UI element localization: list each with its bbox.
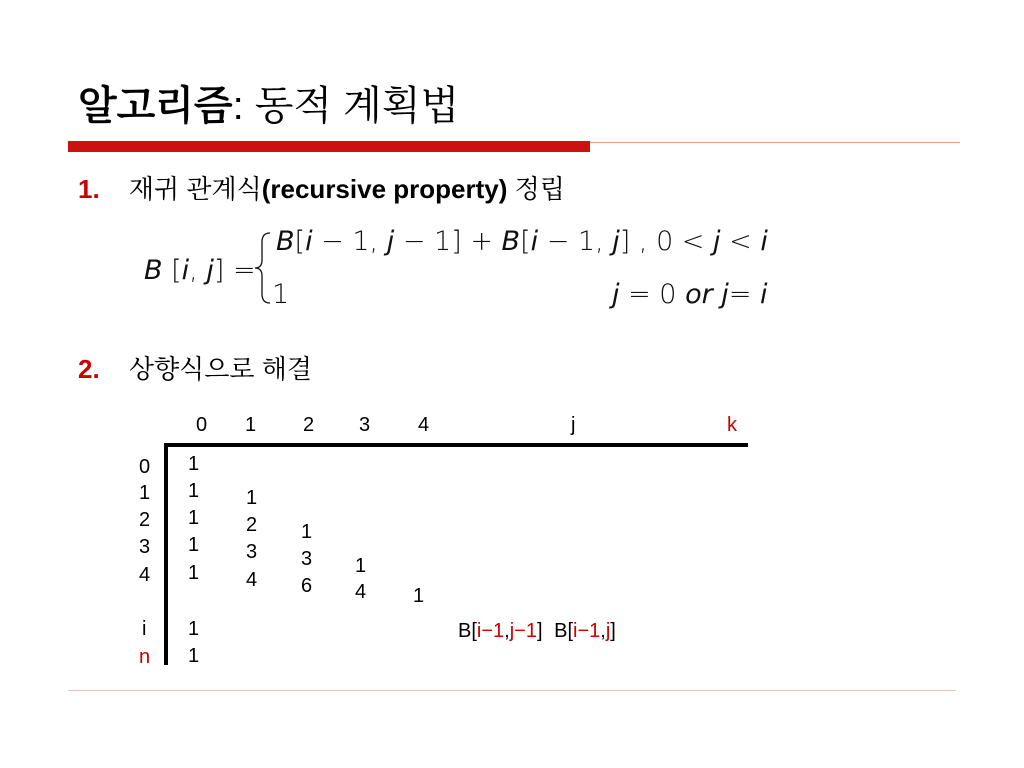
cell-3-0: 1 bbox=[188, 534, 200, 556]
page-title bbox=[78, 82, 459, 130]
title-sub: : 동적 계획법 bbox=[232, 84, 460, 128]
title-underline-thin bbox=[590, 142, 960, 143]
item-1-text-ko: 재귀 관계식 bbox=[128, 174, 262, 204]
col-header-3: 3 bbox=[359, 414, 371, 436]
footer-divider bbox=[68, 690, 956, 691]
table-left-border bbox=[164, 443, 168, 665]
cell-2-1: 2 bbox=[246, 514, 258, 536]
col-header-1: 1 bbox=[245, 414, 257, 436]
row-header-2: 2 bbox=[139, 509, 151, 531]
cell-1-1: 1 bbox=[246, 487, 258, 509]
col-header-4: 4 bbox=[418, 414, 430, 436]
row-header-4: 4 bbox=[139, 564, 151, 586]
row-header-1: 1 bbox=[139, 482, 151, 504]
row-header-n: n bbox=[139, 646, 151, 668]
formula-case-1: B[i − 1, j − 1] + B[i − 1, j] , 0 < j < i bbox=[276, 226, 768, 257]
cell-4-0: 1 bbox=[188, 562, 200, 584]
cell-4-4: 1 bbox=[413, 585, 425, 607]
cell-2-0: 1 bbox=[188, 507, 200, 529]
title-underline-bar bbox=[68, 141, 590, 152]
item-1-text-en: (recursive property) bbox=[261, 174, 508, 204]
cell-3-3: 1 bbox=[355, 555, 367, 577]
row-header-i: i bbox=[142, 618, 147, 640]
item-2-number: 2. bbox=[78, 354, 100, 384]
cell-0-0: 1 bbox=[188, 453, 200, 475]
item-1-number: 1. bbox=[78, 174, 100, 204]
list-item-1 bbox=[78, 173, 565, 205]
formula-brace bbox=[252, 230, 274, 306]
table-top-border bbox=[164, 443, 748, 447]
formula-lhs: B [i, j] = bbox=[144, 255, 256, 286]
cell-2-2: 1 bbox=[301, 521, 313, 543]
cell-4-1: 4 bbox=[246, 569, 258, 591]
title-main: 알고리즘 bbox=[78, 84, 233, 128]
item-2-text: 상향식으로 해결 bbox=[128, 354, 312, 384]
item-1-text-ko2: 정립 bbox=[507, 174, 565, 204]
cell-3-2: 3 bbox=[301, 548, 313, 570]
col-header-0: 0 bbox=[196, 414, 208, 436]
cell-n-0: 1 bbox=[188, 645, 200, 667]
formula-case-2-value: 1 bbox=[272, 279, 290, 310]
row-header-3: 3 bbox=[139, 536, 151, 558]
row-header-0: 0 bbox=[139, 456, 151, 478]
col-header-j: j bbox=[571, 414, 576, 436]
recurrence-annotation: B[i−1,j−1] B[i−1,j] bbox=[458, 620, 616, 642]
cell-4-2: 6 bbox=[301, 575, 313, 597]
formula-case-2-condition: j = 0 or j= i bbox=[612, 279, 768, 310]
col-header-2: 2 bbox=[303, 414, 315, 436]
list-item-2 bbox=[78, 353, 312, 385]
col-header-k: k bbox=[727, 414, 737, 436]
cell-1-0: 1 bbox=[188, 480, 200, 502]
cell-i-0: 1 bbox=[188, 618, 200, 640]
cell-3-1: 3 bbox=[246, 541, 258, 563]
cell-4-3: 4 bbox=[355, 581, 367, 603]
